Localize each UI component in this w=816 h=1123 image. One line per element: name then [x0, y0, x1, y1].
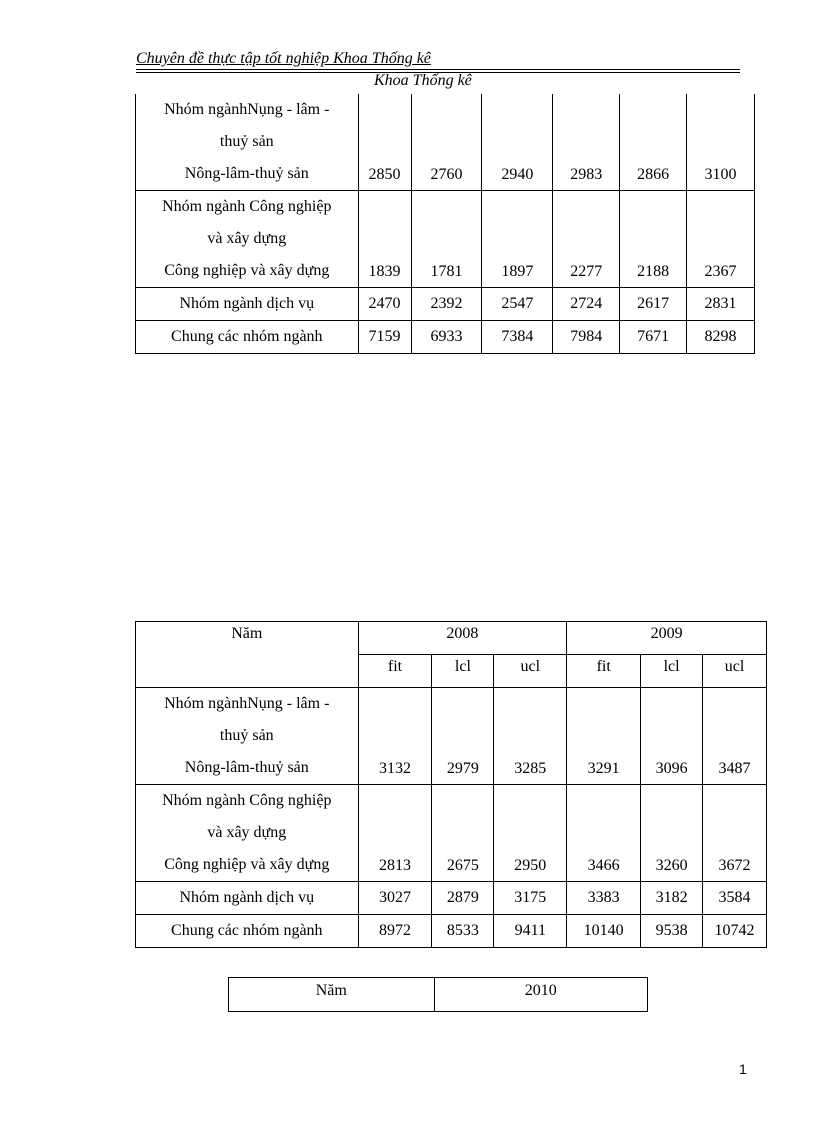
subheader-fit: fit	[567, 655, 641, 688]
row-label-industry: Nhóm ngành Công nghiệp và xây dựng Công nghiệp và xây dựng	[136, 191, 359, 288]
table-cell: 2724	[553, 288, 620, 321]
table-cell: 7159	[358, 321, 411, 354]
forecast-table-2010	[228, 977, 648, 1012]
table-cell: 2983	[553, 94, 620, 191]
subheader-ucl: ucl	[494, 655, 567, 688]
row-label-agriculture: Nhóm ngànhNụng - lâm - thuỷ sản Nông-lâm-thuỷ sản	[136, 688, 359, 785]
table-cell: 8972	[358, 915, 432, 948]
table-row	[136, 785, 767, 882]
table-cell: 3175	[494, 882, 567, 915]
table-cell: 10140	[567, 915, 641, 948]
header-rule-top	[136, 69, 740, 70]
table-cell: 1897	[482, 191, 553, 288]
year-header-2008: 2008	[358, 622, 567, 655]
table-cell: 2617	[620, 288, 687, 321]
table-cell: 3672	[703, 785, 767, 882]
table-header-row	[229, 978, 648, 1012]
table-cell: 2392	[411, 288, 482, 321]
table-cell: 3027	[358, 882, 432, 915]
table-cell: 3285	[494, 688, 567, 785]
table-row	[136, 915, 767, 948]
table-cell: 3466	[567, 785, 641, 882]
table-row	[136, 688, 767, 785]
table-cell: 2940	[482, 94, 553, 191]
table-cell: 3260	[641, 785, 703, 882]
table-cell: 8533	[432, 915, 494, 948]
table-cell: 2850	[358, 94, 411, 191]
table-cell: 1781	[411, 191, 482, 288]
table-row	[136, 882, 767, 915]
table-cell: 1839	[358, 191, 411, 288]
table-cell: 9538	[641, 915, 703, 948]
year-column-header: Năm	[136, 622, 359, 688]
table-cell: 10742	[703, 915, 767, 948]
subheader-fit: fit	[358, 655, 432, 688]
table-cell: 2760	[411, 94, 482, 191]
running-header-title: Chuyên đề thực tập tốt nghiệp Khoa Thống kê	[136, 50, 431, 67]
table-cell: 3100	[687, 94, 755, 191]
row-label-industry: Nhóm ngành Công nghiệp và xây dựng Công nghiệp và xây dựng	[136, 785, 359, 882]
table-cell: 3182	[641, 882, 703, 915]
table-row	[136, 191, 755, 288]
row-label-services: Nhóm ngành dịch vụ	[136, 288, 359, 321]
year-header-2009: 2009	[567, 622, 767, 655]
table-cell: 2813	[358, 785, 432, 882]
table-cell: 2950	[494, 785, 567, 882]
table-cell: 3096	[641, 688, 703, 785]
table-row	[136, 94, 755, 191]
forecast-table-2008-2009	[135, 621, 767, 948]
table-cell: 2188	[620, 191, 687, 288]
year-header-2010: 2010	[434, 978, 648, 1012]
table-cell: 2675	[432, 785, 494, 882]
running-header-subtitle: Khoa Thống kê	[374, 72, 472, 89]
table-cell: 8298	[687, 321, 755, 354]
table-cell: 6933	[411, 321, 482, 354]
subheader-ucl: ucl	[703, 655, 767, 688]
table-cell: 3487	[703, 688, 767, 785]
table-cell: 7384	[482, 321, 553, 354]
table-cell: 3383	[567, 882, 641, 915]
table-cell: 3584	[703, 882, 767, 915]
subheader-lcl: lcl	[432, 655, 494, 688]
table-row	[136, 288, 755, 321]
forecast-table-continued	[135, 94, 755, 354]
table-cell: 7671	[620, 321, 687, 354]
page-number: 1	[739, 1061, 747, 1077]
year-column-header: Năm	[229, 978, 435, 1012]
row-label-total: Chung các nhóm ngành	[136, 321, 359, 354]
table-cell: 2277	[553, 191, 620, 288]
row-label-services: Nhóm ngành dịch vụ	[136, 882, 359, 915]
table-cell: 9411	[494, 915, 567, 948]
row-label-total: Chung các nhóm ngành	[136, 915, 359, 948]
table-cell: 2367	[687, 191, 755, 288]
row-label-agriculture: Nhóm ngànhNụng - lâm - thuỷ sản Nông-lâm-thuỷ sản	[136, 94, 359, 191]
table-cell: 3291	[567, 688, 641, 785]
table-cell: 2831	[687, 288, 755, 321]
table-cell: 2470	[358, 288, 411, 321]
table-cell: 7984	[553, 321, 620, 354]
table-cell: 3132	[358, 688, 432, 785]
subheader-lcl: lcl	[641, 655, 703, 688]
table-header-row	[136, 622, 767, 655]
table-cell: 2979	[432, 688, 494, 785]
table-cell: 2547	[482, 288, 553, 321]
table-cell: 2866	[620, 94, 687, 191]
table-row	[136, 321, 755, 354]
table-cell: 2879	[432, 882, 494, 915]
